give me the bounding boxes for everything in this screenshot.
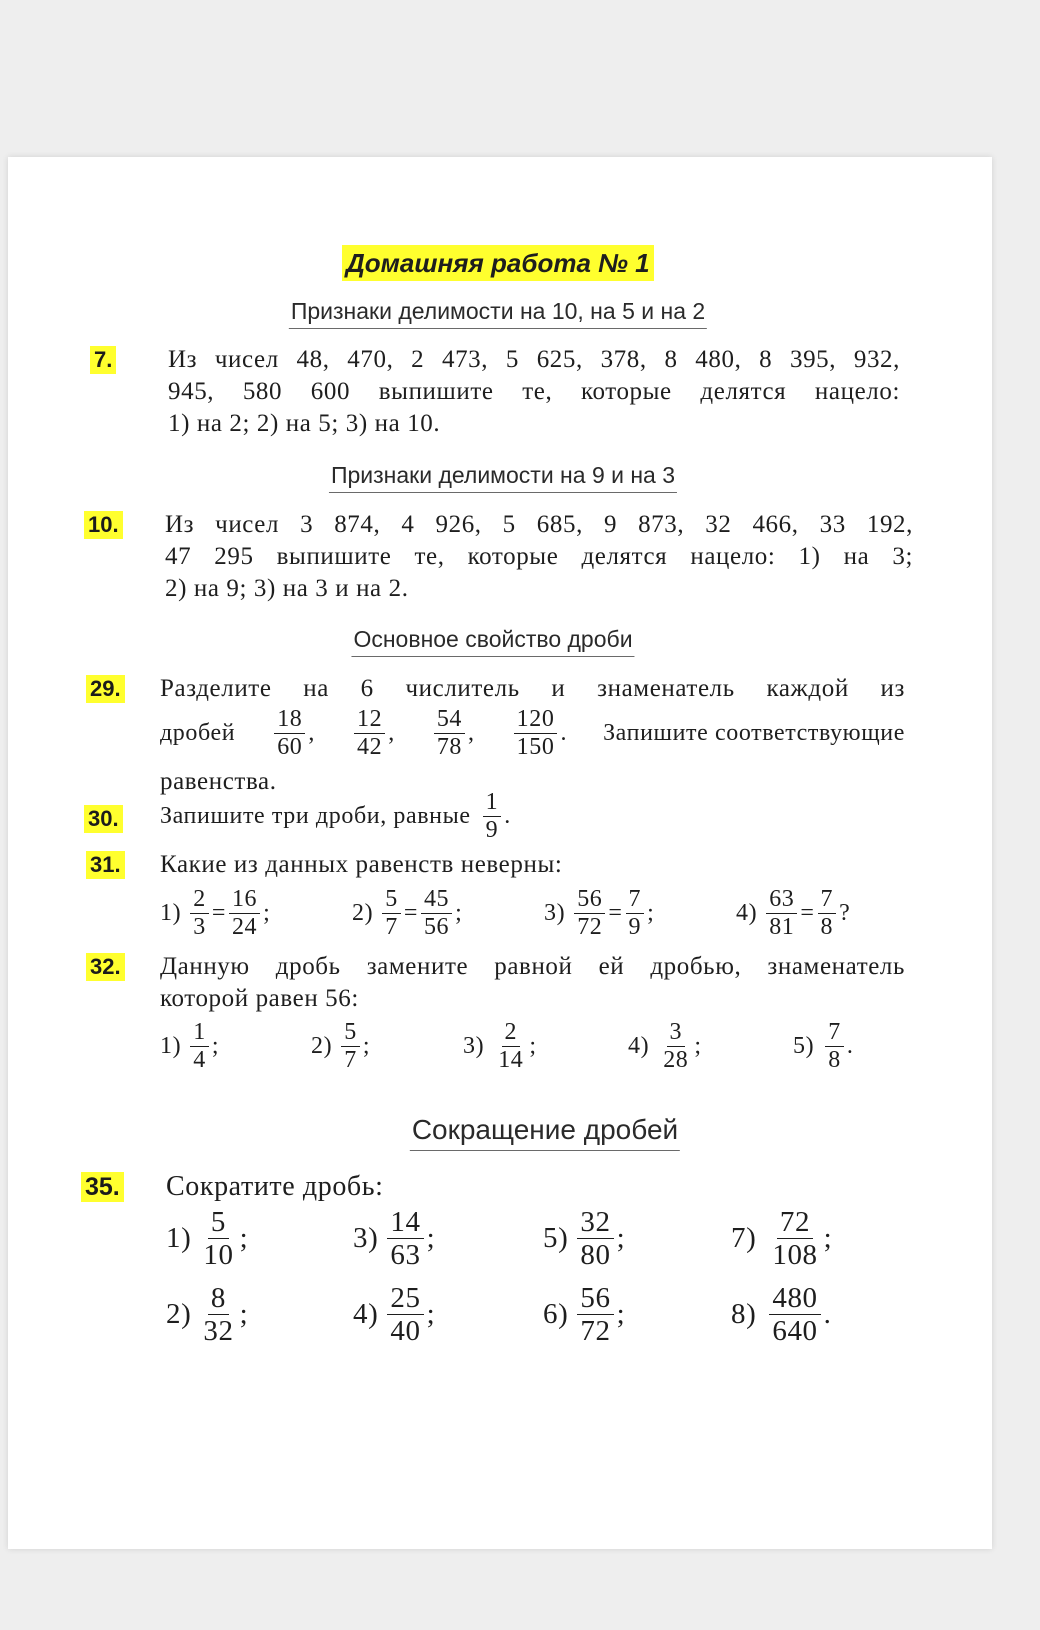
- problem-30-text: Запишите три дроби, равные: [160, 803, 471, 830]
- fraction: $\frac{5}{10}$: [203, 1206, 234, 1272]
- problem-35-item-8: 8) $\frac{480}{640}$ .: [731, 1282, 832, 1348]
- problem-32-item-1: 1) $\frac{1}{4}$ ;: [160, 1019, 220, 1074]
- fraction: $\frac{7}{9}$: [626, 887, 645, 940]
- problem-30-fraction: $\frac{1}{9}$: [483, 790, 502, 843]
- problem-32-line-1: Данную дробь замените равной ей дробью, знаменатель: [160, 953, 905, 980]
- section-title-divisibility-10-5-2: Признаки делимости на 10, на 5 и на 2: [289, 297, 707, 329]
- fraction: $\frac{72}{108}$: [772, 1206, 818, 1272]
- problem-31-item-1: 1) $\frac{2}{3}$ = $\frac{16}{24}$ ;: [160, 886, 271, 941]
- problem-29-suffix: Запишите соответствующие: [603, 720, 905, 747]
- problem-35-item-3: 3) $\frac{14}{63}$ ;: [353, 1206, 436, 1272]
- problem-31-text: Какие из данных равенств неверны:: [160, 851, 563, 878]
- problem-7-line-2: 945, 580 600 выпишите те, которые делятся нацело:: [168, 378, 900, 405]
- fraction: $\frac{63}{81}$: [766, 887, 797, 940]
- fraction: $\frac{14}{63}$: [387, 1207, 423, 1271]
- section-title-divisibility-9-3: Признаки делимости на 9 и на 3: [329, 461, 677, 493]
- fraction: $\frac{45}{56}$: [421, 887, 452, 940]
- problem-29-line-1: Разделите на 6 числитель и знаменатель каждой из: [160, 675, 905, 702]
- problem-32-item-2: 2) $\frac{5}{7}$ ;: [311, 1019, 371, 1074]
- problem-number-29: 29.: [86, 675, 125, 703]
- problem-7-line-1: Из чисел 48, 470, 2 473, 5 625, 378, 8 480, 8 395, 932,: [168, 346, 900, 373]
- problem-29-fraction-3: $\frac{54}{78}$ ,: [431, 707, 475, 760]
- fraction: $\frac{54}{78}$: [434, 707, 465, 760]
- problem-35-item-5: 5) $\frac{32}{80}$ ;: [543, 1206, 626, 1272]
- problem-32-item-5: 5) $\frac{7}{8}$ .: [793, 1019, 854, 1074]
- problem-29-line-2: [160, 707, 905, 760]
- problem-number-7: 7.: [90, 346, 116, 374]
- problem-35-item-7: 7) $\frac{72}{108}$ ;: [731, 1206, 833, 1272]
- fraction: $\frac{32}{80}$: [577, 1207, 613, 1271]
- fraction: $\frac{2}{3}$: [190, 887, 209, 940]
- problem-31-item-4: 4) $\frac{63}{81}$ = $\frac{7}{8}$ ?: [736, 886, 851, 941]
- problem-10-line-3: 2) на 9; 3) на 3 и на 2.: [165, 575, 409, 602]
- problem-number-32: 32.: [86, 953, 125, 981]
- problem-29-fraction-1: $\frac{18}{60}$ ,: [271, 707, 315, 760]
- fraction: $\frac{12}{42}$: [354, 707, 385, 760]
- fraction: $\frac{18}{60}$: [274, 707, 305, 760]
- problem-number-30: 30.: [84, 805, 123, 833]
- fraction: $\frac{480}{640}$: [769, 1283, 820, 1347]
- problem-29-fraction-2: $\frac{12}{42}$ ,: [351, 707, 395, 760]
- problem-29-line-3: равенства.: [160, 768, 277, 795]
- problem-32-line-2: которой равен 56:: [160, 985, 359, 1012]
- section-title-fraction-property: Основное свойство дроби: [351, 625, 634, 657]
- fraction: $\frac{2}{14}$: [498, 1019, 524, 1074]
- fraction: $\frac{25}{40}$: [387, 1283, 423, 1347]
- fraction: $\frac{3}{28}$: [663, 1019, 689, 1074]
- problem-32-item-3: 3) $\frac{2}{14}$ ;: [463, 1019, 537, 1074]
- fraction: $\frac{120}{150}$: [514, 707, 558, 760]
- problem-35-item-1: 1) $\frac{5}{10}$ ;: [166, 1206, 249, 1272]
- fraction: $\frac{56}{72}$: [577, 1283, 613, 1347]
- fraction: $\frac{5}{7}$: [382, 887, 401, 940]
- fraction: $\frac{8}{32}$: [203, 1282, 234, 1348]
- homework-title: Домашняя работа № 1: [342, 245, 654, 281]
- section-title-fraction-reduction: Сокращение дробей: [410, 1113, 680, 1151]
- problem-7-line-3: 1) на 2; 2) на 5; 3) на 10.: [168, 410, 441, 437]
- problem-10-line-1: Из чисел 3 874, 4 926, 5 685, 9 873, 32 466, 33 192,: [165, 511, 913, 538]
- problem-30-line: Запишите три дроби, равные $\frac{1}{9}$ .: [160, 789, 511, 844]
- problem-35-item-6: 6) $\frac{56}{72}$ ;: [543, 1282, 626, 1348]
- problem-number-31: 31.: [86, 851, 125, 879]
- problem-29-prefix: дробей: [160, 720, 236, 747]
- fraction: $\frac{56}{72}$: [574, 887, 605, 940]
- fraction: $\frac{1}{4}$: [190, 1020, 209, 1073]
- problem-35-item-2: 2) $\frac{8}{32}$ ;: [166, 1282, 249, 1348]
- problem-35-text: Сократите дробь:: [166, 1171, 384, 1202]
- problem-29-fraction-4: $\frac{120}{150}$ .: [511, 707, 567, 760]
- fraction: $\frac{16}{24}$: [229, 887, 260, 940]
- problem-35-item-4: 4) $\frac{25}{40}$ ;: [353, 1282, 436, 1348]
- problem-32-item-4: 4) $\frac{3}{28}$ ;: [628, 1019, 702, 1074]
- problem-number-10: 10.: [84, 511, 123, 539]
- fraction: $\frac{7}{8}$: [825, 1020, 844, 1073]
- problem-10-line-2: 47 295 выпишите те, которые делятся нацело: 1) на 3;: [165, 543, 913, 570]
- fraction: $\frac{5}{7}$: [341, 1020, 360, 1073]
- problem-31-item-2: 2) $\frac{5}{7}$ = $\frac{45}{56}$ ;: [352, 886, 463, 941]
- problem-number-35: 35.: [81, 1172, 124, 1202]
- problem-31-item-3: 3) $\frac{56}{72}$ = $\frac{7}{9}$ ;: [544, 886, 655, 941]
- fraction: $\frac{7}{8}$: [818, 887, 837, 940]
- worksheet-page: [8, 157, 992, 1549]
